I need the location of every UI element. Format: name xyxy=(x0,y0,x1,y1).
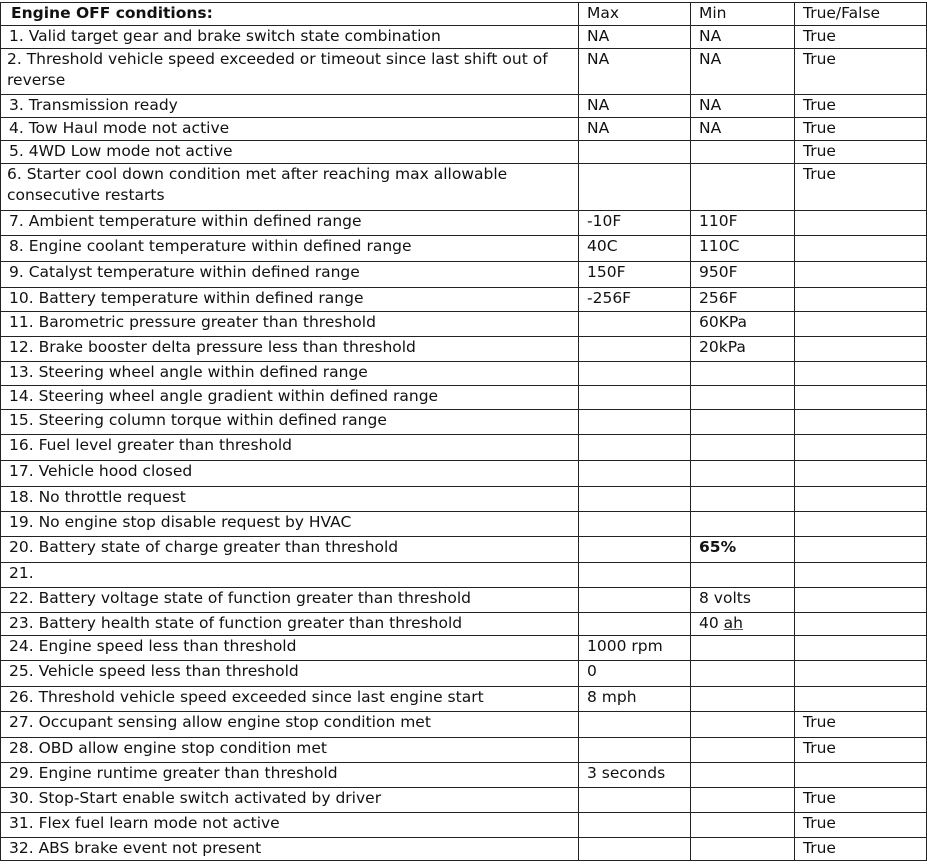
table-row xyxy=(1,410,927,435)
min-cell: 110C xyxy=(691,236,795,262)
table-row xyxy=(1,512,927,537)
true-false-cell xyxy=(795,461,927,487)
min-cell xyxy=(691,386,795,410)
true-false-cell xyxy=(795,763,927,788)
table-row xyxy=(1,435,927,461)
header-max: Max xyxy=(579,3,691,26)
true-false-cell xyxy=(795,410,927,435)
max-cell xyxy=(579,613,691,636)
true-false-cell xyxy=(795,537,927,563)
table-row xyxy=(1,588,927,613)
condition-cell: 17. Vehicle hood closed xyxy=(1,461,579,487)
min-cell: NA xyxy=(691,26,795,49)
max-cell: 150F xyxy=(579,262,691,288)
true-false-cell xyxy=(795,312,927,337)
max-cell xyxy=(579,838,691,861)
condition-cell: 24. Engine speed less than threshold xyxy=(1,636,579,661)
max-cell xyxy=(579,337,691,362)
true-false-cell: True xyxy=(795,813,927,838)
condition-cell: 6. Starter cool down condition met after reaching max allowable consecutive restarts xyxy=(1,164,579,211)
condition-cell: 4. Tow Haul mode not active xyxy=(1,118,579,141)
min-cell xyxy=(691,712,795,738)
min-cell xyxy=(691,141,795,164)
condition-cell: 2. Threshold vehicle speed exceeded or timeout since last shift out of reverse xyxy=(1,49,579,95)
table-row xyxy=(1,613,927,636)
table-row xyxy=(1,788,927,813)
true-false-cell: True xyxy=(795,838,927,861)
true-false-cell xyxy=(795,636,927,661)
min-cell xyxy=(691,687,795,712)
min-cell xyxy=(691,763,795,788)
table-row xyxy=(1,211,927,236)
table-row xyxy=(1,487,927,512)
min-cell xyxy=(691,362,795,386)
min-cell: 20kPa xyxy=(691,337,795,362)
true-false-cell xyxy=(795,588,927,613)
header-conditions: Engine OFF conditions: xyxy=(1,3,579,26)
min-cell xyxy=(691,613,795,636)
condition-cell: 30. Stop-Start enable switch activated by driver xyxy=(1,788,579,813)
condition-cell: 19. No engine stop disable request by HVAC xyxy=(1,512,579,537)
max-cell: 1000 rpm xyxy=(579,636,691,661)
true-false-cell xyxy=(795,487,927,512)
min-cell: NA xyxy=(691,49,795,95)
table-row xyxy=(1,813,927,838)
min-cell xyxy=(691,838,795,861)
max-cell xyxy=(579,312,691,337)
condition-cell: 27. Occupant sensing allow engine stop condition met xyxy=(1,712,579,738)
true-false-cell xyxy=(795,435,927,461)
table-row xyxy=(1,763,927,788)
max-cell: 40C xyxy=(579,236,691,262)
true-false-cell xyxy=(795,337,927,362)
header-row xyxy=(1,3,927,26)
condition-cell: 13. Steering wheel angle within defined range xyxy=(1,362,579,386)
max-cell xyxy=(579,588,691,613)
table-row xyxy=(1,49,927,95)
true-false-cell xyxy=(795,362,927,386)
engine-off-conditions-table xyxy=(0,2,927,861)
condition-cell: 1. Valid target gear and brake switch state combination xyxy=(1,26,579,49)
true-false-cell xyxy=(795,687,927,712)
min-cell xyxy=(691,563,795,588)
condition-cell: 10. Battery temperature within defined range xyxy=(1,288,579,312)
max-cell: NA xyxy=(579,49,691,95)
table-row xyxy=(1,164,927,211)
condition-cell: 32. ABS brake event not present xyxy=(1,838,579,861)
table-row xyxy=(1,838,927,861)
min-cell xyxy=(691,487,795,512)
condition-cell: 21. xyxy=(1,563,579,588)
condition-cell: 5. 4WD Low mode not active xyxy=(1,141,579,164)
true-false-cell: True xyxy=(795,118,927,141)
condition-cell: 14. Steering wheel angle gradient within defined range xyxy=(1,386,579,410)
table-row xyxy=(1,312,927,337)
true-false-cell xyxy=(795,236,927,262)
condition-cell: 16. Fuel level greater than threshold xyxy=(1,435,579,461)
min-cell: 65% xyxy=(691,537,795,563)
table-row xyxy=(1,118,927,141)
true-false-cell: True xyxy=(795,141,927,164)
max-cell: NA xyxy=(579,95,691,118)
true-false-cell: True xyxy=(795,788,927,813)
condition-cell: 20. Battery state of charge greater than threshold xyxy=(1,537,579,563)
min-cell xyxy=(691,788,795,813)
true-false-cell xyxy=(795,613,927,636)
condition-cell: 22. Battery voltage state of function greater than threshold xyxy=(1,588,579,613)
min-cell: 60KPa xyxy=(691,312,795,337)
table-row xyxy=(1,687,927,712)
header-true-false: True/False xyxy=(795,3,927,26)
min-value-prefix: 40 xyxy=(699,614,724,632)
min-cell: 110F xyxy=(691,211,795,236)
true-false-cell: True xyxy=(795,164,927,211)
min-cell xyxy=(691,164,795,211)
min-cell xyxy=(691,410,795,435)
table-row xyxy=(1,738,927,763)
max-cell xyxy=(579,435,691,461)
header-min: Min xyxy=(691,3,795,26)
max-cell xyxy=(579,362,691,386)
min-cell: 950F xyxy=(691,262,795,288)
max-cell xyxy=(579,512,691,537)
max-cell xyxy=(579,738,691,763)
min-cell xyxy=(691,435,795,461)
max-cell xyxy=(579,563,691,588)
table-row xyxy=(1,712,927,738)
max-cell xyxy=(579,487,691,512)
max-cell: 0 xyxy=(579,661,691,687)
min-cell xyxy=(691,738,795,763)
max-cell: -10F xyxy=(579,211,691,236)
true-false-cell: True xyxy=(795,95,927,118)
true-false-cell: True xyxy=(795,26,927,49)
max-cell xyxy=(579,788,691,813)
condition-cell: 18. No throttle request xyxy=(1,487,579,512)
condition-cell: 7. Ambient temperature within defined range xyxy=(1,211,579,236)
condition-cell: 12. Brake booster delta pressure less than threshold xyxy=(1,337,579,362)
max-cell: -256F xyxy=(579,288,691,312)
true-false-cell xyxy=(795,512,927,537)
true-false-cell xyxy=(795,288,927,312)
table-row xyxy=(1,563,927,588)
table-row xyxy=(1,262,927,288)
table-row xyxy=(1,337,927,362)
min-cell: NA xyxy=(691,95,795,118)
true-false-cell xyxy=(795,386,927,410)
max-cell: NA xyxy=(579,26,691,49)
true-false-cell xyxy=(795,661,927,687)
min-value-unit: ah xyxy=(723,614,743,632)
max-cell xyxy=(579,461,691,487)
max-cell xyxy=(579,410,691,435)
max-cell: 3 seconds xyxy=(579,763,691,788)
condition-cell: 31. Flex fuel learn mode not active xyxy=(1,813,579,838)
max-cell: NA xyxy=(579,118,691,141)
max-cell xyxy=(579,712,691,738)
min-cell: 256F xyxy=(691,288,795,312)
min-cell: 8 volts xyxy=(691,588,795,613)
condition-cell: 25. Vehicle speed less than threshold xyxy=(1,661,579,687)
max-cell xyxy=(579,386,691,410)
condition-cell: 9. Catalyst temperature within defined range xyxy=(1,262,579,288)
min-cell xyxy=(691,461,795,487)
condition-cell: 8. Engine coolant temperature within defined range xyxy=(1,236,579,262)
true-false-cell xyxy=(795,563,927,588)
true-false-cell xyxy=(795,211,927,236)
table-row xyxy=(1,461,927,487)
table-row xyxy=(1,236,927,262)
condition-cell: 26. Threshold vehicle speed exceeded since last engine start xyxy=(1,687,579,712)
max-cell xyxy=(579,164,691,211)
condition-cell: 29. Engine runtime greater than threshold xyxy=(1,763,579,788)
min-cell xyxy=(691,512,795,537)
max-cell xyxy=(579,537,691,563)
condition-cell: 23. Battery health state of function greater than threshold xyxy=(1,613,579,636)
true-false-cell: True xyxy=(795,712,927,738)
max-cell: 8 mph xyxy=(579,687,691,712)
table-row xyxy=(1,95,927,118)
table-row xyxy=(1,362,927,386)
table-row xyxy=(1,26,927,49)
min-cell xyxy=(691,661,795,687)
max-cell xyxy=(579,813,691,838)
table-row xyxy=(1,661,927,687)
condition-cell: 28. OBD allow engine stop condition met xyxy=(1,738,579,763)
condition-cell: 15. Steering column torque within defined range xyxy=(1,410,579,435)
table-row xyxy=(1,537,927,563)
min-cell: NA xyxy=(691,118,795,141)
min-cell xyxy=(691,813,795,838)
table-row xyxy=(1,636,927,661)
max-cell xyxy=(579,141,691,164)
min-cell xyxy=(691,636,795,661)
true-false-cell xyxy=(795,262,927,288)
table-row xyxy=(1,288,927,312)
table-row xyxy=(1,141,927,164)
condition-cell: 3. Transmission ready xyxy=(1,95,579,118)
true-false-cell: True xyxy=(795,738,927,763)
table-row xyxy=(1,386,927,410)
true-false-cell: True xyxy=(795,49,927,95)
condition-cell: 11. Barometric pressure greater than threshold xyxy=(1,312,579,337)
